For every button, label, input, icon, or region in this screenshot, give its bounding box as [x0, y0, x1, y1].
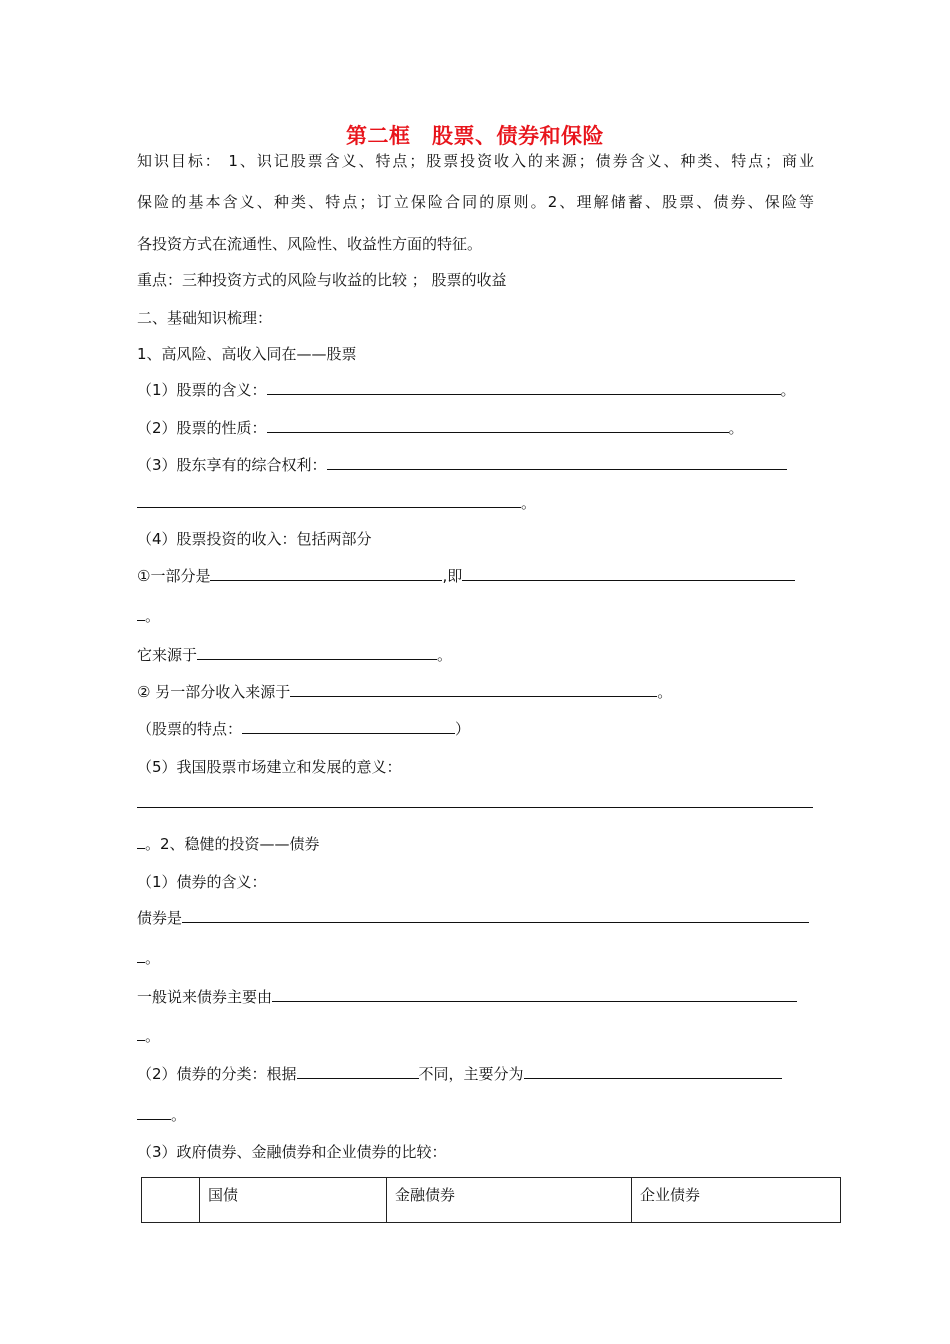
bond-is-line — [137, 908, 809, 928]
period: 。 — [728, 419, 744, 437]
bond-issuer-blank-2[interactable] — [137, 1026, 145, 1041]
stock-market: （5）我国股票市场建立和发展的意义： — [137, 758, 402, 776]
bond-is-cont — [137, 948, 160, 968]
table-header-cell — [142, 1178, 200, 1223]
stock-nature-label: （2）股票的性质： — [137, 419, 267, 437]
stock-heading: 1、高风险、高收入同在——股票 — [137, 345, 357, 363]
bond-class-basis-blank[interactable] — [297, 1064, 419, 1079]
stock-rights-blank-2[interactable] — [137, 493, 521, 508]
bond-class-mid: 不同，主要分为 — [418, 1065, 524, 1083]
bond-compare: （3）政府债券、金融债券和企业债券的比较： — [137, 1143, 447, 1161]
stock-market-blank-line — [137, 793, 813, 813]
stock-rights-cont — [137, 493, 536, 513]
table-header-cell: 金融债券 — [387, 1178, 632, 1223]
bond-comparison-table — [141, 1177, 841, 1223]
key-points: 重点：三种投资方式的风险与收益的比较 ； 股票的收益 — [137, 271, 507, 289]
period: 。 — [145, 607, 161, 625]
stock-feature-label: （股票的特点： — [137, 720, 243, 738]
bond-class-label: （2）债券的分类：根据 — [137, 1065, 297, 1083]
stock-source-blank[interactable] — [197, 645, 437, 660]
objectives-line-2: 保险的基本含义、种类、特点；订立保险合同的原则。2、理解储蓄、股票、债券、保险等 — [137, 193, 814, 211]
bond-meaning: （1）债券的含义： — [137, 873, 267, 891]
stock-part1-blank-2[interactable] — [137, 606, 145, 621]
stock-rights-blank[interactable] — [327, 455, 787, 470]
stock-part1-blank[interactable] — [210, 566, 442, 581]
section-heading: 二、基础知识梳理： — [137, 309, 273, 327]
bond-issuer-blank[interactable] — [272, 987, 797, 1002]
objectives-line-3: 各投资方式在流通性、风险性、收益性方面的特征。 — [137, 235, 483, 253]
stock-part1-label: ①一部分是 — [137, 567, 211, 585]
bond-issuer-cont — [137, 1026, 160, 1046]
stock-market-blank-2[interactable] — [137, 834, 145, 849]
stock-rights-label: （3）股东享有的综合权利： — [137, 456, 327, 474]
table-header-cell: 企业债券 — [632, 1178, 841, 1223]
bond-heading-line — [137, 834, 320, 854]
stock-income: （4）股票投资的收入：包括两部分 — [137, 530, 372, 548]
bond-class-line — [137, 1064, 782, 1084]
table-header-cell: 国债 — [200, 1178, 387, 1223]
stock-part1-explain-blank[interactable] — [462, 566, 795, 581]
bond-class-blank-2[interactable] — [137, 1105, 171, 1120]
bond-class-cont — [137, 1105, 186, 1125]
stock-source-line — [137, 645, 452, 665]
period: 。 — [521, 494, 537, 512]
stock-part1-line — [137, 566, 795, 586]
period: 。 — [780, 381, 796, 399]
table-header-row — [142, 1178, 841, 1223]
stock-part2-blank[interactable] — [290, 682, 657, 697]
stock-source-label: 它来源于 — [137, 646, 198, 664]
bond-is-label: 债券是 — [137, 909, 183, 927]
stock-meaning-line — [137, 380, 796, 400]
stock-part2-line — [137, 682, 672, 702]
bond-issuer-line — [137, 987, 797, 1007]
bond-issuer-label: 一般说来债券主要由 — [137, 988, 273, 1006]
objectives-line-1: 知识目标： 1、识记股票含义、特点；股票投资收入的来源；债券含义、种类、特点；商业 — [137, 152, 814, 170]
stock-nature-blank[interactable] — [267, 418, 729, 433]
stock-feature-line — [137, 719, 470, 739]
bond-is-blank[interactable] — [182, 908, 809, 923]
bond-is-blank-2[interactable] — [137, 948, 145, 963]
stock-feature-blank[interactable] — [242, 719, 455, 734]
period: 。 — [657, 683, 673, 701]
period: 。 — [145, 1027, 161, 1045]
period: 。 — [145, 949, 161, 967]
period: 。 — [437, 646, 453, 664]
stock-part1-cont — [137, 606, 160, 626]
stock-nature-line — [137, 418, 744, 438]
bond-heading: 。2、稳健的投资——债券 — [145, 835, 320, 853]
stock-market-blank[interactable] — [137, 793, 813, 808]
bond-class-types-blank[interactable] — [524, 1064, 782, 1079]
period: 。 — [171, 1106, 187, 1124]
stock-part2-label: ② 另一部分收入来源于 — [137, 683, 291, 701]
stock-meaning-label: （1）股票的含义： — [137, 381, 267, 399]
stock-rights-line — [137, 455, 787, 475]
stock-meaning-blank[interactable] — [267, 380, 781, 395]
page-title: 第二框 股票、债券和保险 — [346, 124, 604, 148]
stock-feature-close: ） — [455, 720, 471, 738]
stock-part1-that-is: ,即 — [442, 567, 463, 585]
